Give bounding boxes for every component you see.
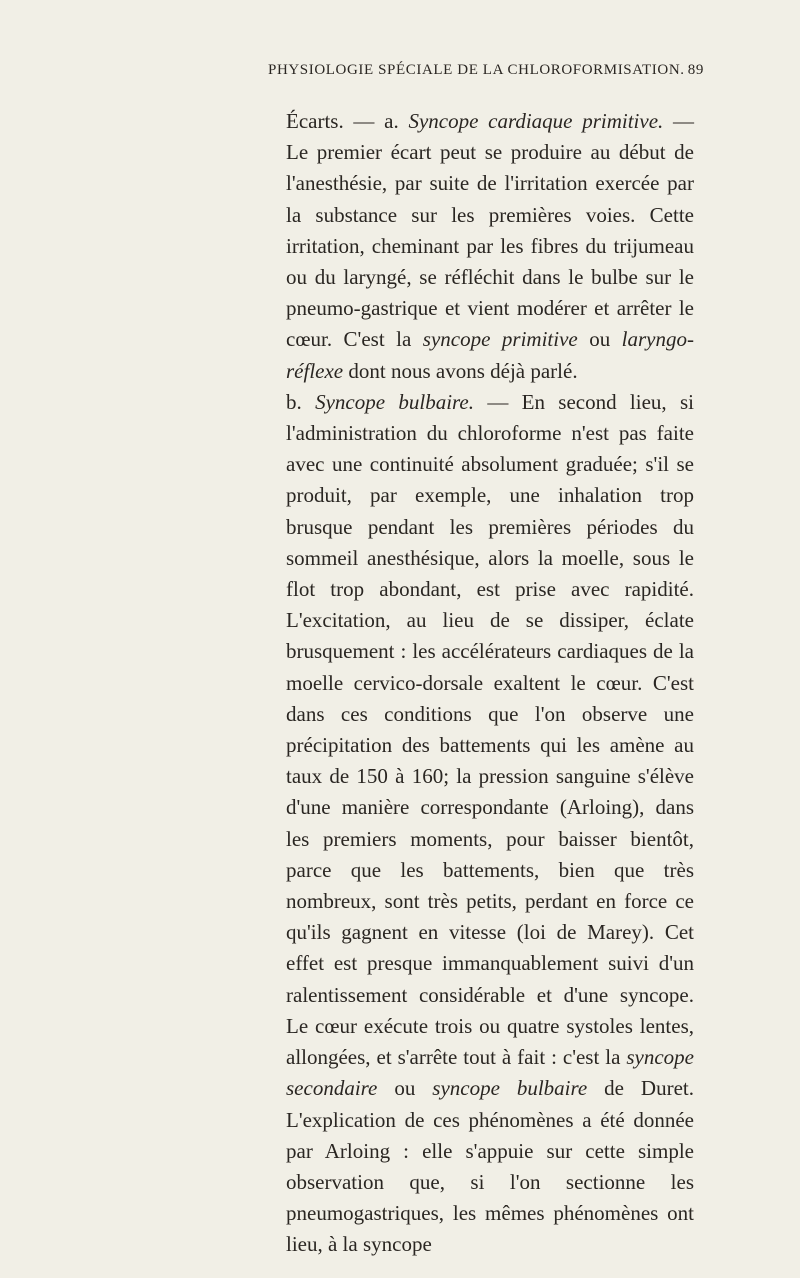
text-run: — En second lieu, si l'administration du chloroforme n'est pas faite avec une continuité absolument graduée; s'il se produit, par exemple, une inhalation trop brusque pendant les premières périodes du sommeil anesthésique, alors la moelle, sous le flot trop abondant, est prise avec rapidité. L'excitation, au lieu de se dissiper, éclate brusquement : les accélérateurs cardiaques de la moelle cervico-dorsale exaltent le cœur. C'est dans ces conditions que l'on observe une précipitation des battements qui les amène au taux de 150 à 160; la pression sanguine s'élève d'une manière correspondante (Arloing), dans les premiers moments, pour baisser bientôt, parce que les battements, bien que très nombreux, sont très petits, perdant en force ce qu'ils gagnent en vitesse (loi de Marey). Cet effet est presque immanquablement suivi d'un ralentissement considérable et d'une syncope. Le cœur exécute trois ou quatre systoles lentes, allongées, et s'arrête tout à fait : c'est la — [286, 389, 694, 1070]
text-run: ou — [577, 327, 622, 352]
running-title: PHYSIOLOGIE SPÉCIALE DE LA CHLOROFORMISATION. — [268, 62, 685, 78]
italic-term: laryngo-réflexe — [286, 327, 694, 383]
running-head — [268, 62, 704, 86]
italic-term: syncope secondaire — [286, 1045, 694, 1101]
text-run: b. — [286, 389, 316, 414]
text-run: — Le premier écart peut se produire au début de l'anesthésie, par suite de l'irritation exercée par la substance sur les premières voies. Cette irritation, cheminant par les fibres du trijumeau ou du laryngé, se réfléchit dans le bulbe sur le pneumo-gastrique et vient modérer et arrêter le cœur. C'est la — [286, 109, 695, 352]
text-run: ou — [377, 1076, 433, 1101]
section-heading-italic: Syncope cardiaque primitive. — [408, 109, 664, 133]
italic-term: syncope primitive — [422, 327, 578, 352]
text-run: de Duret. L'explication de ces phénomènes a été donnée par Arloing : elle s'appuie sur cette simple observation que, si l'on sectionne les pneumogastriques, les mêmes phénomènes ont lieu, à la syncope — [286, 1076, 695, 1257]
text-run: Écarts. — a. — [286, 109, 409, 133]
paragraph-syncope-cardiaque — [286, 106, 694, 387]
page-number: 89 — [687, 62, 704, 78]
italic-term: syncope bulbaire — [432, 1076, 588, 1101]
text-run: dont nous avons déjà parlé. — [343, 358, 578, 383]
section-heading-italic: Syncope bulbaire. — [315, 389, 474, 414]
paragraph-syncope-bulbaire — [286, 387, 694, 1261]
body-text — [286, 106, 694, 1261]
